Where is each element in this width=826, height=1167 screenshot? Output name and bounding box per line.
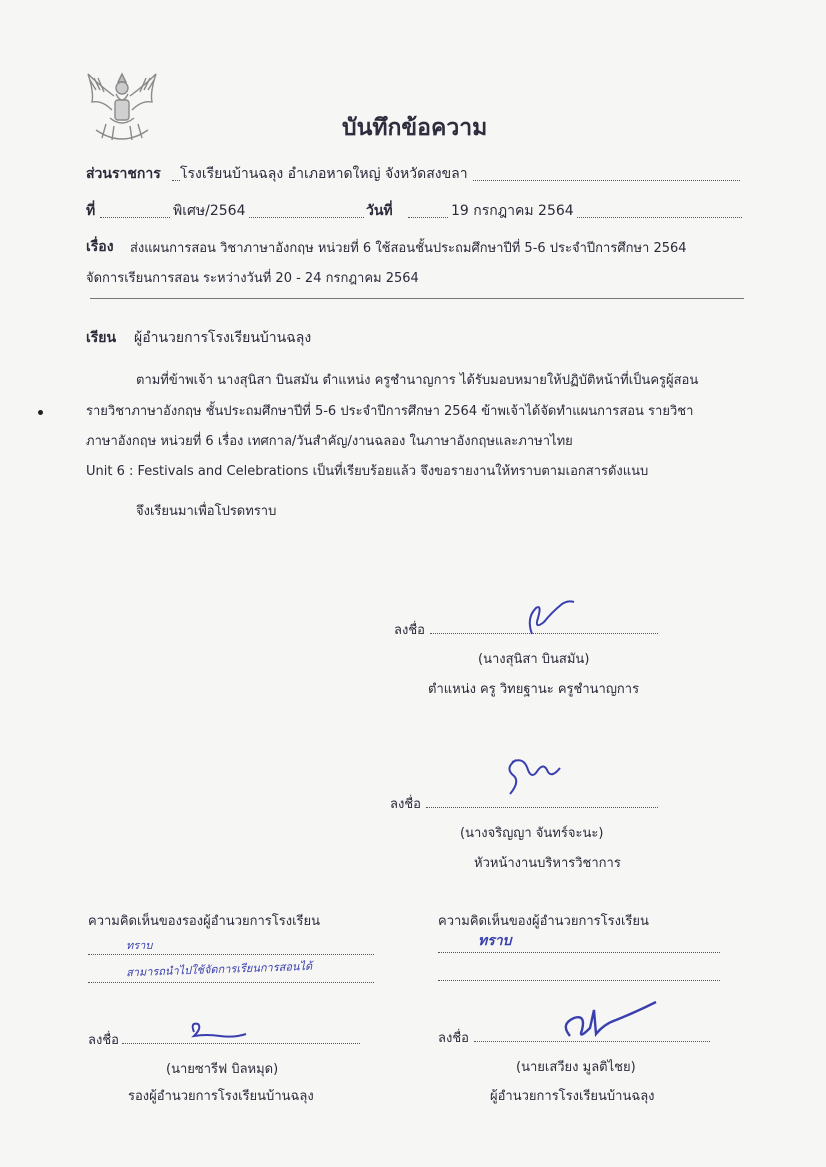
ref-value: พิเศษ/2564	[170, 200, 248, 222]
document-title: บันทึกข้อความ	[342, 115, 488, 141]
deputy-opinion-line-2	[88, 982, 374, 983]
body-line-2: รายวิชาภาษาอังกฤษ ชั้นประถมศึกษาปีที่ 5-6 ประจำปีการศึกษา 2564 ข้าพเจ้าได้จัดทำแผนการสอน รายวิชา	[86, 404, 694, 419]
head-position: หัวหน้างานบริหารวิชาการ	[474, 856, 621, 871]
body-line-4: Unit 6 : Festivals and Celebrations เป็นที่เรียบร้อยแล้ว จึงขอรายงานให้ทราบตามเอกสารดังแนบ	[86, 464, 649, 479]
to-value: ผู้อำนวยการโรงเรียนบ้านฉลุง	[134, 330, 312, 346]
director-opinion-handwriting: ทราบ	[478, 933, 512, 949]
paper-speck	[38, 410, 43, 415]
director-name: (นายเสวียง มูลติไชย)	[516, 1060, 636, 1075]
subject-line-1: ส่งแผนการสอน วิชาภาษาอังกฤษ หน่วยที่ 6 ใช้สอนชั้นประถมศึกษาปีที่ 5-6 ประจำปีการศึกษา 2564	[130, 241, 687, 256]
head-sign-label: ลงชื่อ	[390, 797, 421, 812]
agency-value: โรงเรียนบ้านฉลุง อำเภอหาดใหญ่ จังหวัดสงขลา	[180, 163, 472, 185]
header-divider	[90, 298, 744, 299]
head-name: (นางจริญญา จันทร์จะนะ)	[460, 826, 604, 841]
director-sign-label: ลงชื่อ	[438, 1031, 469, 1046]
to-label: เรียน	[86, 330, 117, 346]
closing-text: จึงเรียนมาเพื่อโปรดทราบ	[136, 504, 277, 519]
deputy-name: (นายซารีฟ บิลหมุด)	[166, 1062, 279, 1077]
deputy-opinion-line-1	[88, 954, 374, 955]
teacher-sign-label: ลงชื่อ	[394, 623, 425, 638]
director-position: ผู้อำนวยการโรงเรียนบ้านฉลุง	[490, 1089, 655, 1104]
director-opinion-line-2	[438, 980, 720, 981]
subject-label: เรื่อง	[86, 239, 114, 255]
subject-line-2: จัดการเรียนการสอน ระหว่างวันที่ 20 - 24 กรกฎาคม 2564	[86, 271, 419, 286]
head-signature-mark	[498, 748, 568, 808]
deputy-sign-label: ลงชื่อ	[88, 1033, 119, 1048]
director-signature-mark	[556, 996, 660, 1052]
deputy-opinion-handwriting-1: ทราบ	[126, 939, 153, 952]
date-value: 19 กรกฎาคม 2564	[448, 200, 577, 222]
agency-label: ส่วนราชการ	[86, 166, 161, 182]
ref-label: ที่	[86, 203, 96, 219]
director-opinion-label: ความคิดเห็นของผู้อำนวยการโรงเรียน	[438, 914, 649, 929]
teacher-name: (นางสุนิสา บินสมัน)	[478, 652, 590, 667]
director-opinion-line-1	[438, 952, 720, 953]
deputy-opinion-label: ความคิดเห็นของรองผู้อำนวยการโรงเรียน	[88, 914, 321, 929]
deputy-position: รองผู้อำนวยการโรงเรียนบ้านฉลุง	[128, 1089, 314, 1104]
deputy-opinion-handwriting-2: สามารถนำไปใช้จัดการเรียนการสอนได้	[125, 959, 313, 980]
deputy-signature-mark	[186, 1014, 250, 1048]
teacher-position: ตำแหน่ง ครู วิทยฐานะ ครูชำนาญการ	[428, 682, 640, 697]
teacher-signature-mark	[518, 594, 578, 644]
garuda-emblem-icon	[84, 66, 160, 146]
body-line-1: ตามที่ข้าพเจ้า นางสุนิสา บินสมัน ตำแหน่ง ครูชำนาญการ ได้รับมอบหมายให้ปฏิบัติหน้าที่เป็นครูผู้สอน	[136, 373, 699, 388]
body-line-3: ภาษาอังกฤษ หน่วยที่ 6 เรื่อง เทศกาล/วันสำคัญ/งานฉลอง ในภาษาอังกฤษและภาษาไทย	[86, 434, 573, 449]
date-label: วันที่	[366, 203, 393, 219]
